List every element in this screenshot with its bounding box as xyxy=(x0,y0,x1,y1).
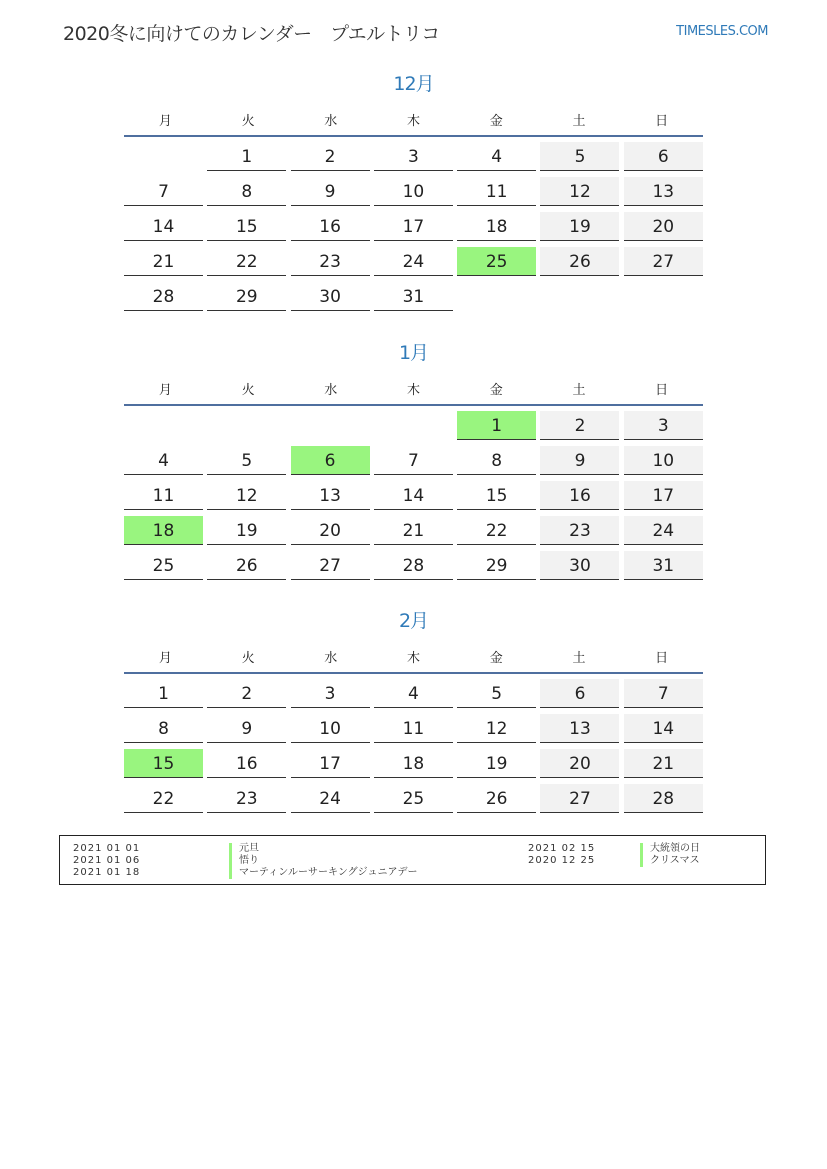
holiday-day-cell: 1 xyxy=(457,411,536,440)
day-cell: 14 xyxy=(374,481,453,510)
day-grid xyxy=(124,679,703,813)
day-cell: 3 xyxy=(624,411,703,440)
day-cell: 28 xyxy=(374,551,453,580)
day-cell: 16 xyxy=(207,749,286,778)
day-cell: 24 xyxy=(624,516,703,545)
day-cell: 2 xyxy=(291,142,370,171)
day-cell: 16 xyxy=(291,212,370,241)
empty-cell xyxy=(291,411,370,440)
day-cell: 27 xyxy=(540,784,619,813)
day-cell: 18 xyxy=(457,212,536,241)
weekday-label: 木 xyxy=(407,651,421,666)
day-cell: 11 xyxy=(457,177,536,206)
legend-date: 2021 01 06 xyxy=(73,855,141,866)
day-cell: 1 xyxy=(207,142,286,171)
legend-holiday-name: クリスマス xyxy=(640,855,700,867)
weekday-header xyxy=(124,110,703,129)
header-divider xyxy=(124,135,703,137)
month-december xyxy=(124,72,703,311)
day-cell: 13 xyxy=(624,177,703,206)
day-cell: 29 xyxy=(457,551,536,580)
day-cell: 13 xyxy=(540,714,619,743)
empty-cell xyxy=(124,142,203,171)
empty-cell xyxy=(457,282,536,311)
day-cell: 2 xyxy=(540,411,619,440)
day-cell: 10 xyxy=(624,446,703,475)
day-cell: 29 xyxy=(207,282,286,311)
day-cell: 9 xyxy=(291,177,370,206)
day-cell: 5 xyxy=(207,446,286,475)
day-cell: 19 xyxy=(457,749,536,778)
weekday-label: 月 xyxy=(158,114,172,129)
day-cell: 14 xyxy=(124,212,203,241)
holiday-day-cell: 25 xyxy=(457,247,536,276)
weekday-label: 金 xyxy=(489,651,503,666)
day-cell: 15 xyxy=(207,212,286,241)
day-cell: 27 xyxy=(291,551,370,580)
day-cell: 19 xyxy=(540,212,619,241)
day-cell: 24 xyxy=(374,247,453,276)
day-cell: 25 xyxy=(124,551,203,580)
day-cell: 25 xyxy=(374,784,453,813)
day-cell: 10 xyxy=(291,714,370,743)
day-cell: 17 xyxy=(624,481,703,510)
weekday-label: 火 xyxy=(241,114,255,129)
legend-date: 2020 12 25 xyxy=(528,855,596,866)
day-cell: 12 xyxy=(540,177,619,206)
weekday-label: 水 xyxy=(324,114,338,129)
day-grid xyxy=(124,411,703,580)
day-cell: 22 xyxy=(457,516,536,545)
day-cell: 8 xyxy=(457,446,536,475)
day-cell: 19 xyxy=(207,516,286,545)
day-cell: 26 xyxy=(540,247,619,276)
day-cell: 4 xyxy=(457,142,536,171)
day-cell: 18 xyxy=(374,749,453,778)
day-cell: 17 xyxy=(291,749,370,778)
weekday-label: 土 xyxy=(572,383,586,398)
weekday-label: 月 xyxy=(158,651,172,666)
empty-cell xyxy=(207,411,286,440)
day-cell: 21 xyxy=(624,749,703,778)
day-cell: 21 xyxy=(124,247,203,276)
day-cell: 4 xyxy=(374,679,453,708)
day-cell: 20 xyxy=(540,749,619,778)
empty-cell xyxy=(624,282,703,311)
day-cell: 7 xyxy=(624,679,703,708)
empty-cell xyxy=(374,411,453,440)
empty-cell xyxy=(124,411,203,440)
day-grid xyxy=(124,142,703,311)
day-cell: 17 xyxy=(374,212,453,241)
month-title: 1月 xyxy=(398,342,429,364)
day-cell: 22 xyxy=(207,247,286,276)
legend-date: 2021 02 15 xyxy=(528,843,596,854)
day-cell: 15 xyxy=(457,481,536,510)
day-cell: 13 xyxy=(291,481,370,510)
holiday-day-cell: 15 xyxy=(124,749,203,778)
day-cell: 10 xyxy=(374,177,453,206)
day-cell: 7 xyxy=(374,446,453,475)
day-cell: 21 xyxy=(374,516,453,545)
day-cell: 24 xyxy=(291,784,370,813)
legend-holiday-name: マーティンルーサーキングジュニアデー xyxy=(229,867,417,879)
weekday-label: 月 xyxy=(158,383,172,398)
day-cell: 26 xyxy=(457,784,536,813)
holiday-day-cell: 6 xyxy=(291,446,370,475)
day-cell: 23 xyxy=(291,247,370,276)
legend-holiday-name: 元旦 xyxy=(229,843,259,855)
day-cell: 9 xyxy=(207,714,286,743)
weekday-label: 水 xyxy=(324,383,338,398)
legend-holiday-name: 悟り xyxy=(229,855,259,867)
day-cell: 12 xyxy=(207,481,286,510)
day-cell: 2 xyxy=(207,679,286,708)
day-cell: 28 xyxy=(624,784,703,813)
day-cell: 11 xyxy=(374,714,453,743)
day-cell: 9 xyxy=(540,446,619,475)
weekday-header xyxy=(124,379,703,398)
day-cell: 31 xyxy=(624,551,703,580)
day-cell: 16 xyxy=(540,481,619,510)
day-cell: 14 xyxy=(624,714,703,743)
weekday-label: 土 xyxy=(572,651,586,666)
month-january xyxy=(124,341,703,580)
weekday-label: 火 xyxy=(241,651,255,666)
weekday-label: 金 xyxy=(489,383,503,398)
weekday-label: 金 xyxy=(489,114,503,129)
month-title: 2月 xyxy=(398,610,429,632)
day-cell: 8 xyxy=(207,177,286,206)
day-cell: 28 xyxy=(124,282,203,311)
holiday-legend xyxy=(59,835,766,885)
weekday-header xyxy=(124,647,703,666)
day-cell: 5 xyxy=(540,142,619,171)
header-divider xyxy=(124,404,703,406)
legend-date: 2021 01 01 xyxy=(73,843,141,854)
day-cell: 6 xyxy=(540,679,619,708)
weekday-label: 土 xyxy=(572,114,586,129)
day-cell: 1 xyxy=(124,679,203,708)
page-title: 2020冬に向けてのカレンダー プエルトリコ xyxy=(63,23,440,45)
weekday-label: 火 xyxy=(241,383,255,398)
weekday-label: 木 xyxy=(407,383,421,398)
weekday-label: 日 xyxy=(655,114,669,129)
month-title: 12月 xyxy=(393,73,434,95)
day-cell: 22 xyxy=(124,784,203,813)
day-cell: 26 xyxy=(207,551,286,580)
legend-date: 2021 01 18 xyxy=(73,867,141,878)
day-cell: 30 xyxy=(291,282,370,311)
weekday-label: 木 xyxy=(407,114,421,129)
empty-cell xyxy=(540,282,619,311)
weekday-label: 日 xyxy=(655,383,669,398)
day-cell: 30 xyxy=(540,551,619,580)
header-divider xyxy=(124,672,703,674)
day-cell: 12 xyxy=(457,714,536,743)
day-cell: 23 xyxy=(207,784,286,813)
day-cell: 7 xyxy=(124,177,203,206)
weekday-label: 日 xyxy=(655,651,669,666)
brand-link[interactable]: TIMESLES.COM xyxy=(676,24,768,39)
day-cell: 31 xyxy=(374,282,453,311)
day-cell: 11 xyxy=(124,481,203,510)
day-cell: 20 xyxy=(291,516,370,545)
day-cell: 20 xyxy=(624,212,703,241)
day-cell: 8 xyxy=(124,714,203,743)
day-cell: 4 xyxy=(124,446,203,475)
day-cell: 27 xyxy=(624,247,703,276)
day-cell: 3 xyxy=(291,679,370,708)
weekday-label: 水 xyxy=(324,651,338,666)
month-february xyxy=(124,609,703,813)
day-cell: 5 xyxy=(457,679,536,708)
holiday-day-cell: 18 xyxy=(124,516,203,545)
day-cell: 23 xyxy=(540,516,619,545)
day-cell: 3 xyxy=(374,142,453,171)
legend-holiday-name: 大統領の日 xyxy=(640,843,700,855)
day-cell: 6 xyxy=(624,142,703,171)
